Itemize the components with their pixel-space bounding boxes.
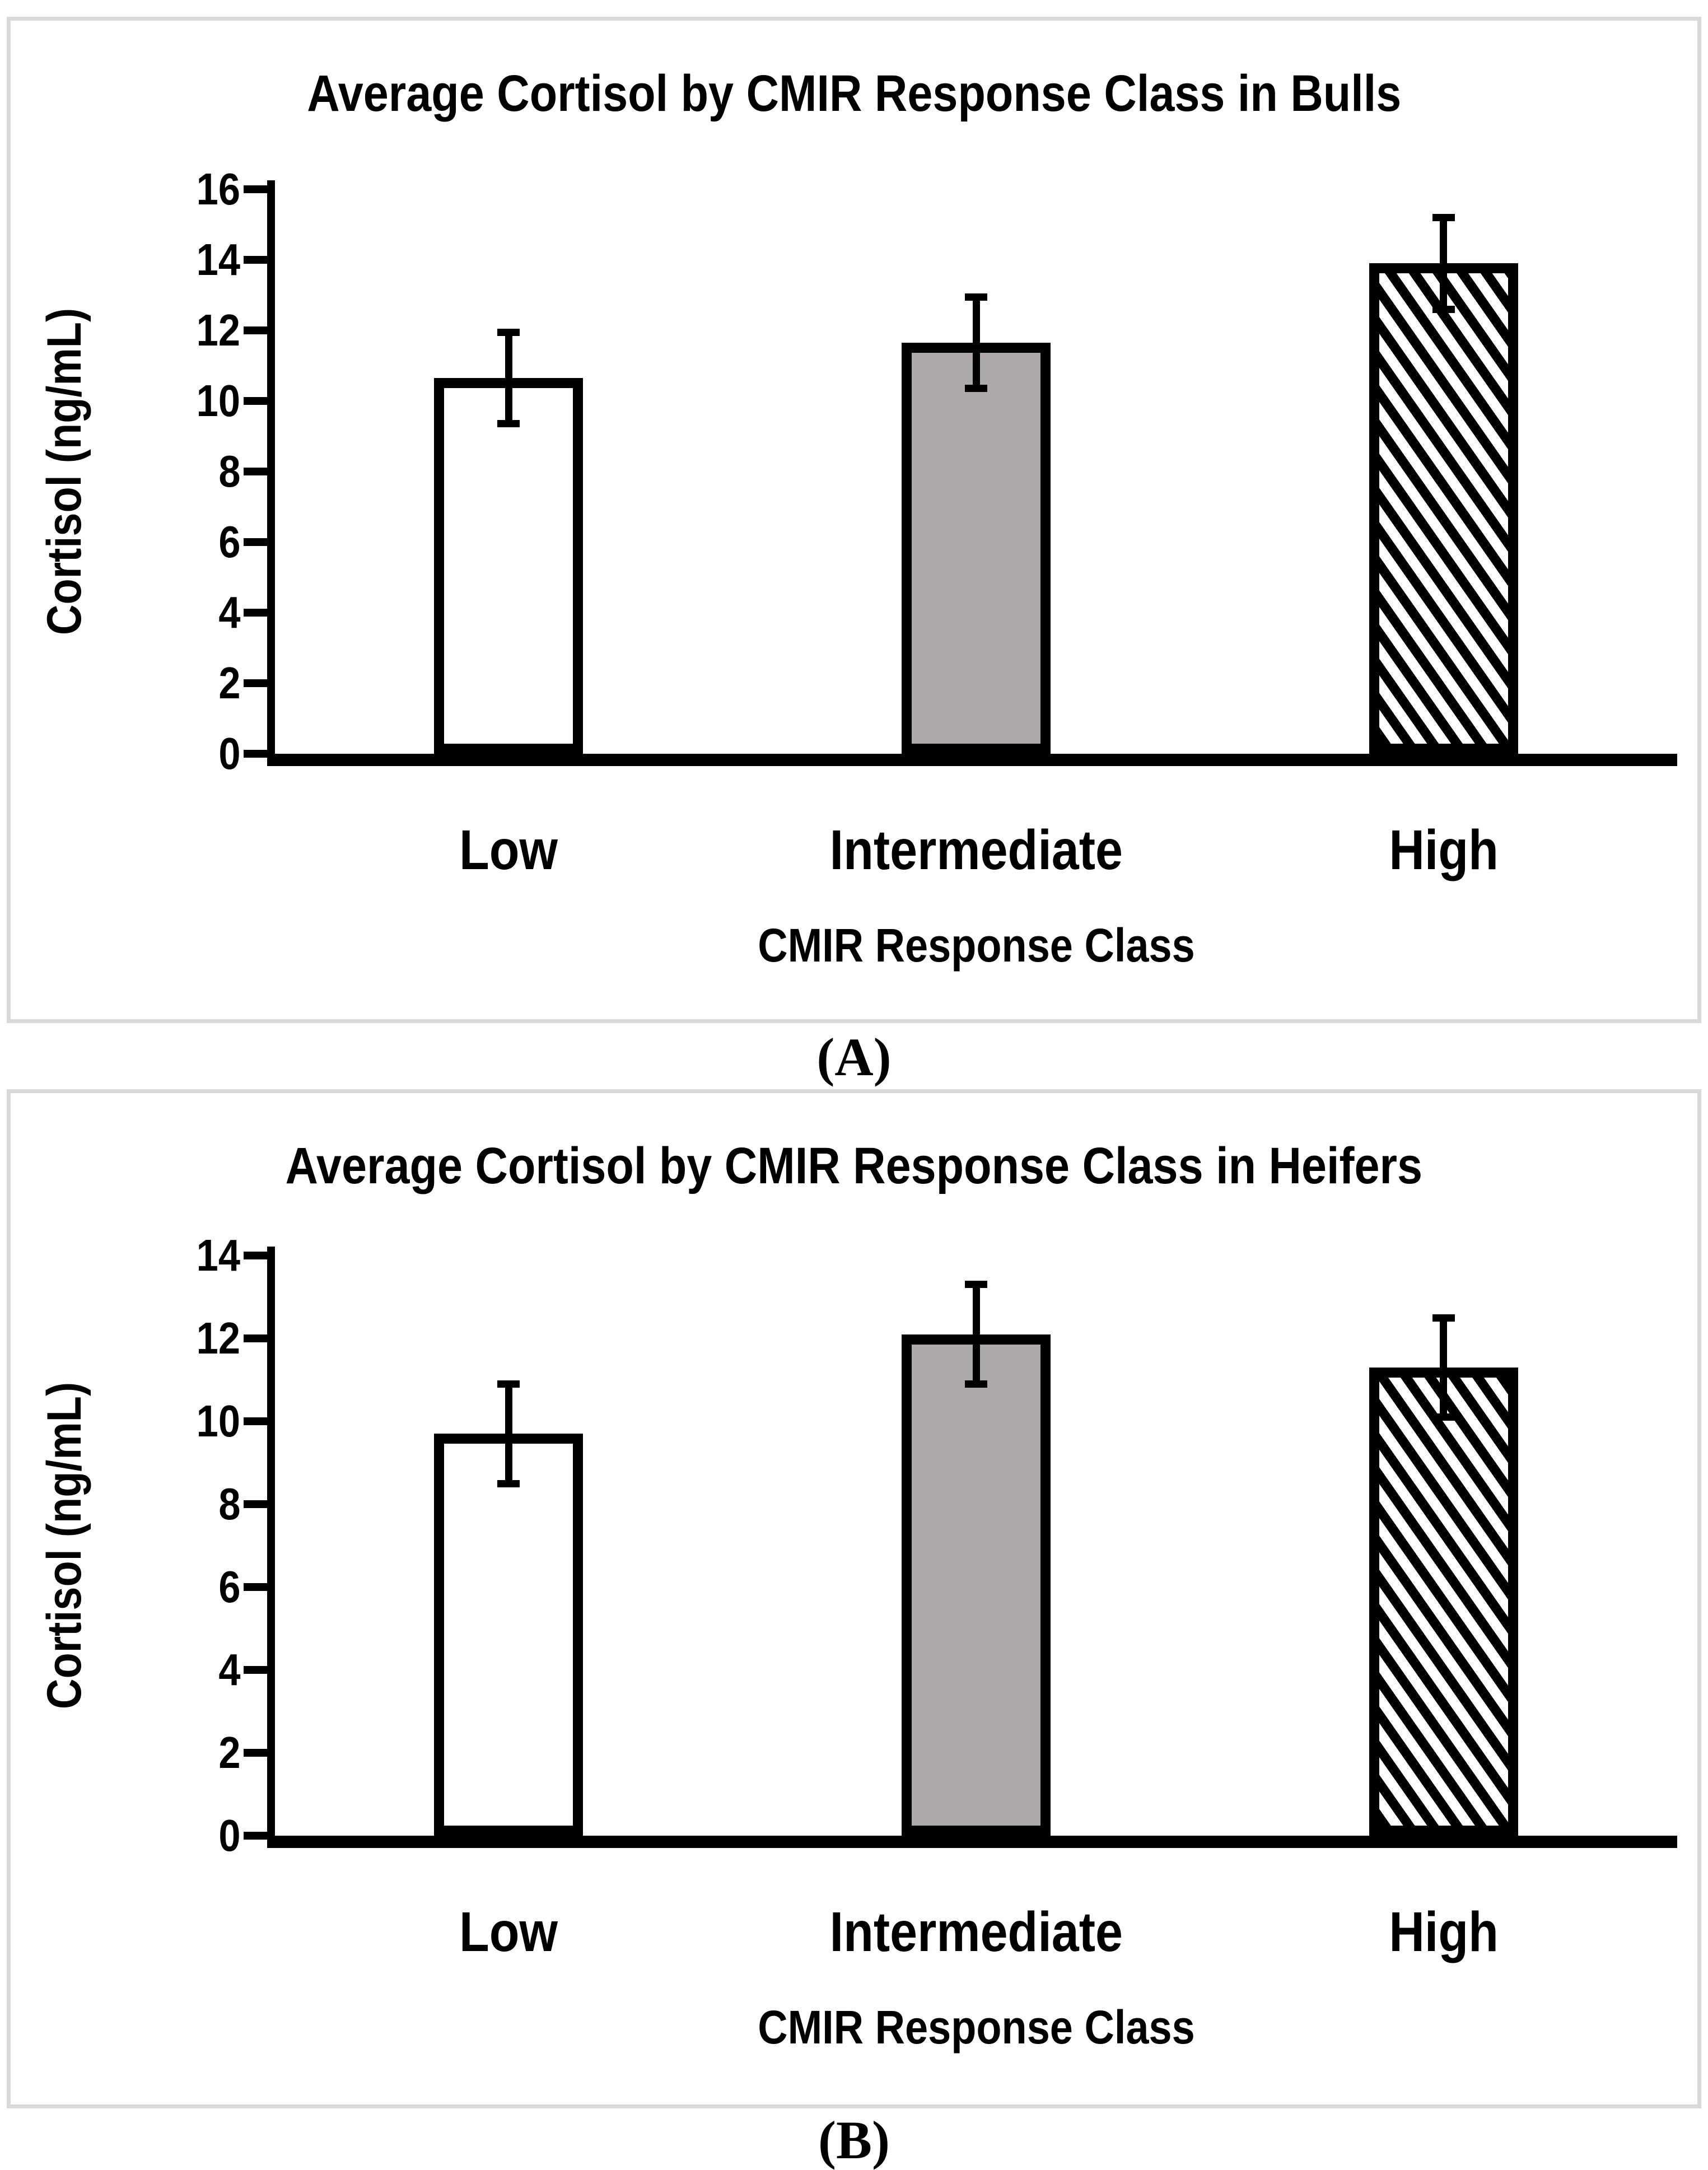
y-tick-label-text: 2 bbox=[218, 658, 240, 708]
y-tick-label-text: 16 bbox=[196, 164, 240, 214]
x-axis-title-text: CMIR Response Class bbox=[757, 919, 1195, 972]
y-tick-mark bbox=[244, 1252, 267, 1259]
panel-a-caption: (A) bbox=[816, 1027, 892, 1087]
x-axis-title-text: CMIR Response Class bbox=[757, 2001, 1195, 2054]
panel-b bbox=[7, 1089, 1701, 2108]
category-label-high bbox=[1220, 1901, 1668, 1963]
error-bar-line bbox=[973, 1285, 980, 1384]
error-bar-line bbox=[1440, 1318, 1447, 1417]
y-tick-mark bbox=[244, 468, 267, 475]
y-tick-label-text: 6 bbox=[218, 517, 240, 567]
y-tick-label bbox=[50, 1392, 240, 1450]
y-tick-label-text: 2 bbox=[218, 1728, 240, 1777]
y-axis-title-text: Cortisol (ng/mL) bbox=[38, 307, 91, 636]
y-tick-label bbox=[50, 584, 240, 642]
y-tick-mark bbox=[244, 185, 267, 193]
error-bar-cap-bottom bbox=[497, 420, 520, 427]
y-tick-label bbox=[50, 1558, 240, 1616]
y-axis-line bbox=[267, 180, 275, 766]
error-bar-cap-bottom bbox=[1432, 306, 1455, 313]
bar-high bbox=[1369, 1368, 1518, 1836]
error-bar-cap-top bbox=[1432, 214, 1455, 221]
category-label-low bbox=[284, 819, 732, 881]
y-tick-label-text: 14 bbox=[196, 235, 240, 284]
y-tick-label bbox=[50, 442, 240, 501]
bar-low bbox=[434, 1434, 583, 1836]
x-axis-title bbox=[584, 1996, 1368, 2058]
y-tick-mark bbox=[244, 1749, 267, 1757]
y-tick-mark bbox=[244, 679, 267, 687]
y-tick-label bbox=[50, 513, 240, 571]
error-bar-cap-top bbox=[497, 1380, 520, 1388]
chart-title bbox=[11, 60, 1697, 127]
y-tick-mark bbox=[244, 326, 267, 334]
y-tick-label bbox=[50, 160, 240, 218]
y-tick-label-text: 10 bbox=[196, 1396, 240, 1446]
category-label-low bbox=[284, 1901, 732, 1963]
y-tick-label bbox=[50, 1641, 240, 1699]
category-label-high-text: High bbox=[1389, 1901, 1499, 1963]
error-bar-cap-top bbox=[965, 293, 987, 301]
y-tick-mark bbox=[244, 1583, 267, 1591]
bar-low bbox=[434, 378, 583, 754]
chart-heifers bbox=[11, 1093, 1697, 2104]
y-tick-label-text: 8 bbox=[218, 446, 240, 496]
chart-title-text: Average Cortisol by CMIR Response Class in Heifers bbox=[285, 1137, 1423, 1194]
error-bar-cap-bottom bbox=[965, 1380, 987, 1388]
error-bar-cap-bottom bbox=[965, 385, 987, 392]
y-tick-label bbox=[50, 1724, 240, 1782]
y-tick-mark bbox=[244, 1500, 267, 1508]
y-tick-label-text: 6 bbox=[218, 1562, 240, 1612]
y-tick-label-text: 0 bbox=[218, 1810, 240, 1860]
error-bar-line bbox=[973, 297, 980, 389]
y-tick-label bbox=[50, 372, 240, 430]
y-tick-mark bbox=[244, 1666, 267, 1674]
y-tick-label-text: 0 bbox=[218, 729, 240, 778]
y-tick-label bbox=[50, 725, 240, 783]
bar-high bbox=[1369, 263, 1518, 754]
error-bar-cap-bottom bbox=[497, 1480, 520, 1487]
category-label-intermediate-text: Intermediate bbox=[829, 819, 1123, 881]
y-tick-label-text: 8 bbox=[218, 1479, 240, 1529]
y-tick-mark bbox=[244, 609, 267, 617]
panel-b-caption: (B) bbox=[818, 2110, 890, 2170]
chart-bulls bbox=[11, 21, 1697, 1019]
y-tick-label-text: 4 bbox=[218, 587, 240, 637]
x-axis-line bbox=[267, 754, 1677, 766]
error-bar-cap-bottom bbox=[1432, 1413, 1455, 1421]
category-label-low-text: Low bbox=[459, 1901, 558, 1963]
error-bar-line bbox=[1440, 217, 1447, 309]
category-label-intermediate-text: Intermediate bbox=[829, 1901, 1123, 1963]
y-tick-mark bbox=[244, 1334, 267, 1342]
y-tick-label bbox=[50, 231, 240, 289]
chart-title bbox=[11, 1132, 1697, 1200]
x-axis-title bbox=[584, 914, 1368, 976]
y-axis-title-text: Cortisol (ng/mL) bbox=[38, 1382, 91, 1710]
category-label-high-text: High bbox=[1389, 819, 1499, 881]
category-label-intermediate bbox=[752, 819, 1200, 881]
y-tick-mark bbox=[244, 538, 267, 546]
error-bar-cap-top bbox=[497, 329, 520, 336]
chart-title-text: Average Cortisol by CMIR Response Class in Bulls bbox=[306, 65, 1402, 122]
y-tick-label bbox=[50, 1475, 240, 1533]
y-tick-mark bbox=[244, 1832, 267, 1840]
x-axis-line bbox=[267, 1836, 1677, 1848]
y-tick-mark bbox=[244, 256, 267, 264]
y-tick-label-text: 10 bbox=[196, 376, 240, 426]
y-tick-label bbox=[50, 1309, 240, 1368]
y-tick-mark bbox=[244, 1417, 267, 1425]
error-bar-line bbox=[505, 332, 512, 424]
y-tick-label-text: 12 bbox=[196, 305, 240, 355]
bar-intermediate bbox=[902, 343, 1051, 754]
category-label-low-text: Low bbox=[459, 819, 558, 881]
y-tick-label bbox=[50, 301, 240, 360]
y-tick-label-text: 12 bbox=[196, 1313, 240, 1363]
y-tick-label bbox=[50, 1807, 240, 1865]
y-axis-line bbox=[267, 1247, 275, 1848]
error-bar-line bbox=[505, 1384, 512, 1483]
y-tick-mark bbox=[244, 397, 267, 405]
panel-a bbox=[7, 17, 1701, 1023]
y-tick-label bbox=[50, 654, 240, 712]
y-tick-label-text: 4 bbox=[218, 1645, 240, 1695]
error-bar-cap-top bbox=[1432, 1314, 1455, 1322]
y-tick-label bbox=[50, 1226, 240, 1285]
category-label-high bbox=[1220, 819, 1668, 881]
y-tick-label-text: 14 bbox=[196, 1230, 240, 1280]
y-tick-mark bbox=[244, 750, 267, 758]
error-bar-cap-top bbox=[965, 1281, 987, 1288]
category-label-intermediate bbox=[752, 1901, 1200, 1963]
bar-intermediate bbox=[902, 1334, 1051, 1836]
